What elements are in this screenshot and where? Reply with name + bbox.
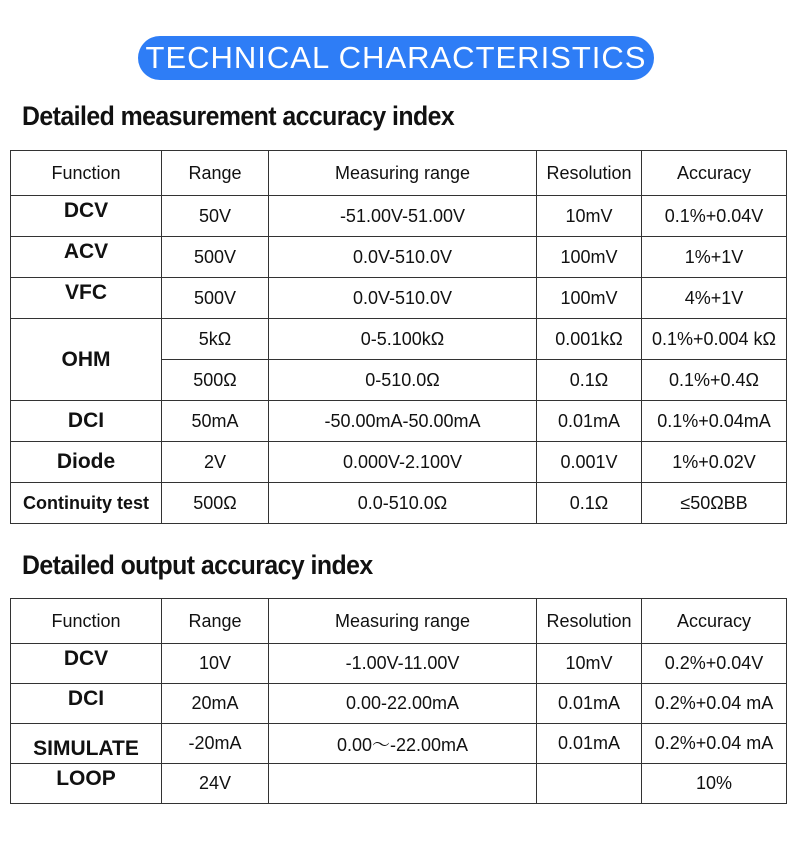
output-accuracy-table <box>10 598 787 804</box>
cell-measuring-range <box>269 764 537 804</box>
table-row <box>11 237 787 278</box>
cell-measuring-range: 0-5.100kΩ <box>269 319 537 360</box>
table-row <box>11 764 787 804</box>
header-resolution: Resolution <box>537 151 642 196</box>
cell-measuring-range: 0-510.0Ω <box>269 360 537 401</box>
table-row <box>11 319 787 360</box>
cell-measuring-range: -51.00V-51.00V <box>269 196 537 237</box>
table-header-row <box>11 599 787 644</box>
cell-range: 500Ω <box>162 483 269 524</box>
cell-function: Diode <box>11 442 162 483</box>
cell-accuracy: 0.2%+0.04V <box>642 644 787 684</box>
cell-resolution: 100mV <box>537 237 642 278</box>
cell-measuring-range: 0.00-22.00mA <box>269 684 537 724</box>
cell-accuracy: 1%+0.02V <box>642 442 787 483</box>
cell-resolution: 100mV <box>537 278 642 319</box>
cell-resolution: 10mV <box>537 644 642 684</box>
cell-range: 50mA <box>162 401 269 442</box>
header-accuracy: Accuracy <box>642 599 787 644</box>
output-section-title: Detailed output accuracy index <box>22 550 373 580</box>
cell-range: 500Ω <box>162 360 269 401</box>
table-row <box>11 724 787 764</box>
table-row <box>11 196 787 237</box>
header-measuring-range: Measuring range <box>269 151 537 196</box>
cell-resolution: 0.01mA <box>537 724 642 764</box>
header-measuring-range: Measuring range <box>269 599 537 644</box>
table-row <box>11 278 787 319</box>
cell-range: 10V <box>162 644 269 684</box>
cell-range: 5kΩ <box>162 319 269 360</box>
cell-range: -20mA <box>162 724 269 764</box>
cell-accuracy: 1%+1V <box>642 237 787 278</box>
table-row <box>11 442 787 483</box>
cell-measuring-range: 0.0V-510.0V <box>269 278 537 319</box>
cell-accuracy: 4%+1V <box>642 278 787 319</box>
cell-measuring-range: 0.000V-2.100V <box>269 442 537 483</box>
table-row <box>11 644 787 684</box>
cell-range: 2V <box>162 442 269 483</box>
cell-accuracy: 0.1%+0.4Ω <box>642 360 787 401</box>
cell-accuracy: 0.2%+0.04 mA <box>642 724 787 764</box>
header-function: Function <box>11 599 162 644</box>
header-resolution: Resolution <box>537 599 642 644</box>
cell-resolution: 0.01mA <box>537 684 642 724</box>
cell-accuracy: 0.1%+0.04V <box>642 196 787 237</box>
cell-function: DCV <box>11 644 162 684</box>
cell-accuracy: 0.2%+0.04 mA <box>642 684 787 724</box>
cell-resolution: 0.1Ω <box>537 360 642 401</box>
cell-accuracy: ≤50ΩBB <box>642 483 787 524</box>
cell-resolution: 0.001V <box>537 442 642 483</box>
cell-function: LOOP <box>11 764 162 804</box>
cell-resolution <box>537 764 642 804</box>
cell-function: DCI <box>11 684 162 724</box>
cell-function: OHM <box>11 319 162 401</box>
cell-range: 50V <box>162 196 269 237</box>
cell-measuring-range: -50.00mA-50.00mA <box>269 401 537 442</box>
cell-accuracy: 0.1%+0.004 kΩ <box>642 319 787 360</box>
section-banner: TECHNICAL CHARACTERISTICS <box>138 36 654 80</box>
table-row <box>11 401 787 442</box>
cell-range: 500V <box>162 278 269 319</box>
cell-function: SIMULATE <box>11 724 162 764</box>
cell-range: 20mA <box>162 684 269 724</box>
header-range: Range <box>162 151 269 196</box>
header-accuracy: Accuracy <box>642 151 787 196</box>
cell-measuring-range: 0.0-510.0Ω <box>269 483 537 524</box>
cell-function: VFC <box>11 278 162 319</box>
cell-measuring-range: 0.0V-510.0V <box>269 237 537 278</box>
cell-function: ACV <box>11 237 162 278</box>
cell-range: 500V <box>162 237 269 278</box>
cell-function: DCV <box>11 196 162 237</box>
table-row <box>11 483 787 524</box>
measurement-section-title: Detailed measurement accuracy index <box>22 101 455 131</box>
cell-accuracy: 0.1%+0.04mA <box>642 401 787 442</box>
header-function: Function <box>11 151 162 196</box>
cell-resolution: 10mV <box>537 196 642 237</box>
cell-resolution: 0.1Ω <box>537 483 642 524</box>
cell-range: 24V <box>162 764 269 804</box>
cell-function: DCI <box>11 401 162 442</box>
cell-resolution: 0.001kΩ <box>537 319 642 360</box>
header-range: Range <box>162 599 269 644</box>
measurement-accuracy-table <box>10 150 787 524</box>
cell-resolution: 0.01mA <box>537 401 642 442</box>
table-row <box>11 684 787 724</box>
cell-function: Continuity test <box>11 483 162 524</box>
table-header-row <box>11 151 787 196</box>
cell-measuring-range: -1.00V-11.00V <box>269 644 537 684</box>
cell-accuracy: 10% <box>642 764 787 804</box>
cell-measuring-range: 0.00～-22.00mA <box>269 724 537 764</box>
